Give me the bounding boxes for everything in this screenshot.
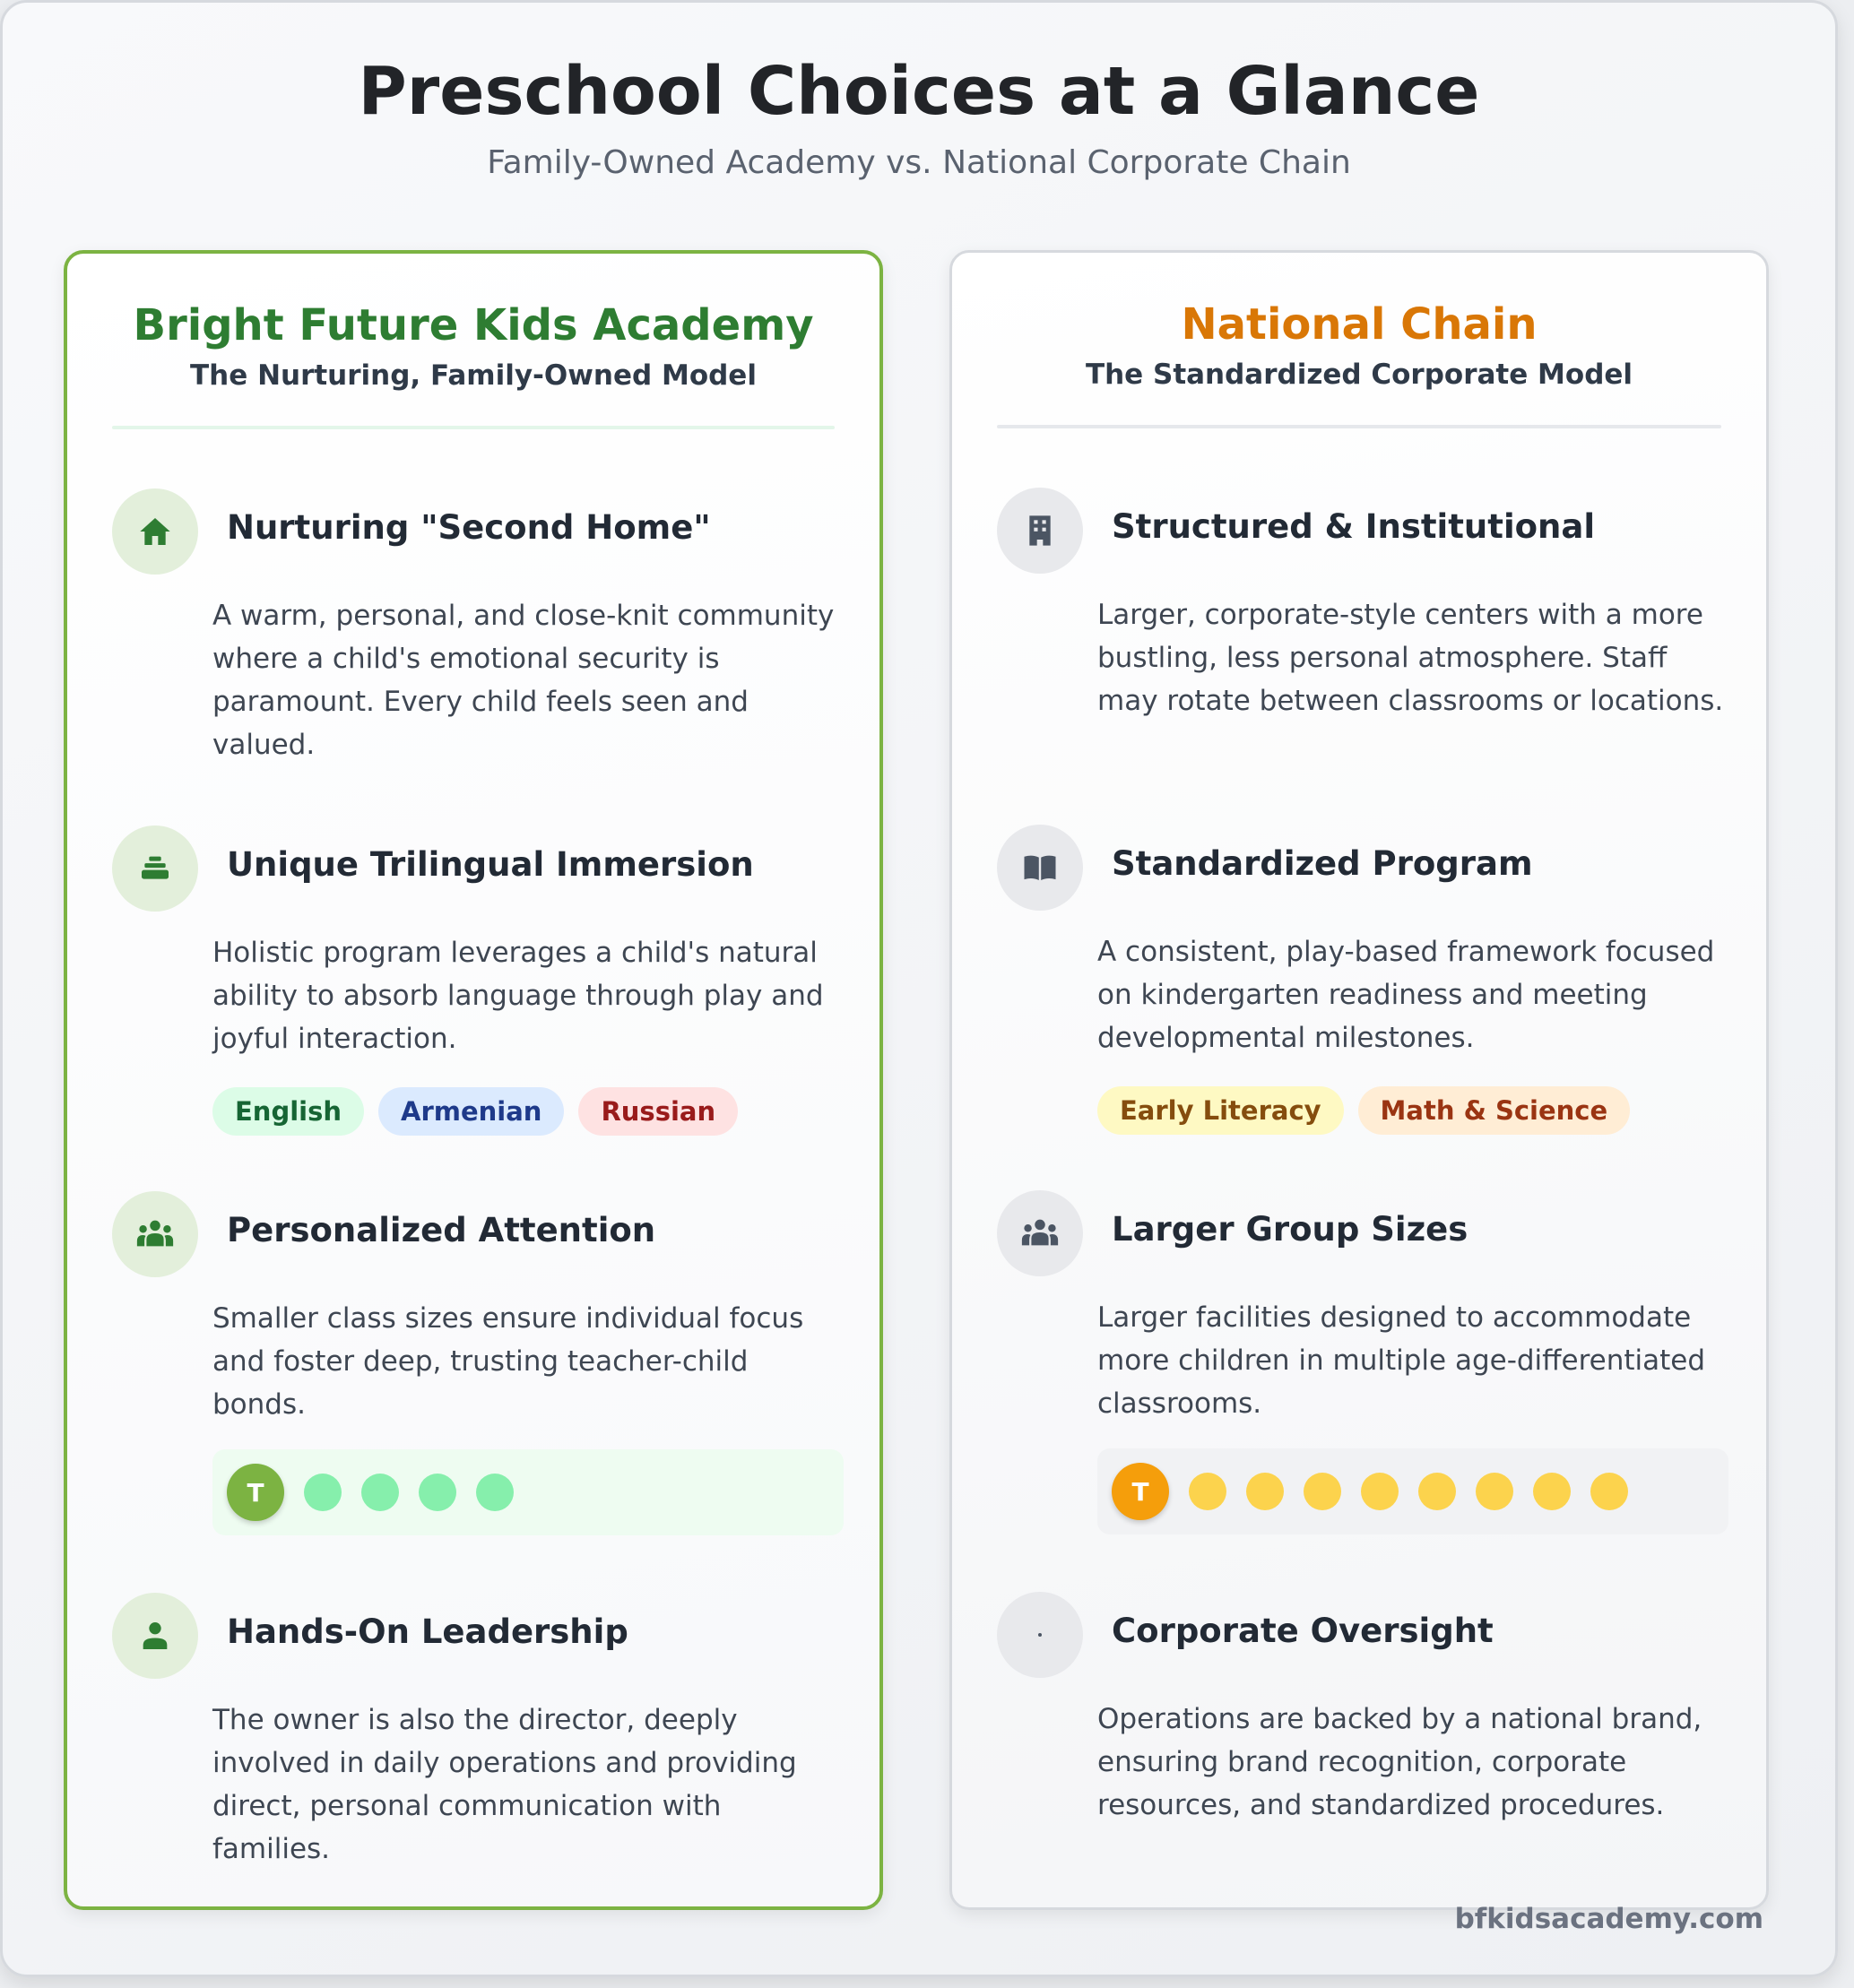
tag-armenian: Armenian [378,1087,564,1136]
tag-english: English [212,1087,364,1136]
feature-title: Unique Trilingual Immersion [227,845,754,884]
language-tags [212,1087,738,1136]
chain-card [949,250,1769,1910]
home-icon [112,488,198,575]
dot-icon [997,1592,1083,1678]
feature-title: Corporate Oversight [1112,1612,1494,1650]
child-marker [1189,1473,1226,1510]
academy-card [64,250,883,1910]
child-marker [304,1474,342,1511]
chain-subtitle: The Standardized Corporate Model [1085,359,1633,391]
tag-russian: Russian [578,1087,738,1136]
feature-title: Standardized Program [1112,844,1533,883]
feature-title: Personalized Attention [227,1211,656,1249]
child-marker [361,1474,399,1511]
child-marker [1533,1473,1571,1510]
feature-title: Structured & Institutional [1112,507,1596,546]
book-icon [997,825,1083,911]
tag-early-literacy: Early Literacy [1097,1086,1344,1135]
feature-title: Nurturing "Second Home" [227,508,711,547]
building-icon [997,488,1083,574]
child-marker [476,1474,514,1511]
layers-icon [112,825,198,912]
feature-description: A consistent, play-based framework focused on kindergarten readiness and meeting developmental milestones. [1097,936,1715,1054]
child-marker [1361,1473,1399,1510]
feature-description: Smaller class sizes ensure individual focus and foster deep, trusting teacher-child bonds. [212,1302,804,1421]
child-marker [1246,1473,1284,1510]
divider [112,426,835,429]
child-marker [1476,1473,1513,1510]
group-icon [997,1190,1083,1276]
feature-description: The owner is also the director, deeply involved in daily operations and providing direct, personal communication with families. [212,1704,797,1865]
academy-title: Bright Future Kids Academy [133,300,814,350]
class-ratio-visual [212,1449,844,1535]
teacher-marker: T [227,1464,284,1521]
class-ratio-visual [1097,1448,1728,1534]
footer-site: bfkidsacademy.com [1454,1903,1763,1935]
feature-description: Larger, corporate-style centers with a more bustling, less personal atmosphere. Staff may rotate between classrooms or locations. [1097,599,1724,717]
child-marker [1418,1473,1456,1510]
academy-subtitle: The Nurturing, Family-Owned Model [190,359,757,392]
chain-title: National Chain [1181,299,1538,350]
child-marker [1590,1473,1628,1510]
child-marker [1304,1473,1341,1510]
tag-math-science: Math & Science [1358,1086,1631,1135]
feature-title: Larger Group Sizes [1112,1210,1468,1249]
feature-description: Holistic program leverages a child's natural ability to absorb language through play and joyful interaction. [212,937,824,1055]
feature-description: A warm, personal, and close-knit community where a child's emotional security is paramount. Every child feels seen and valued. [212,600,835,761]
feature-title: Hands-On Leadership [227,1612,628,1651]
teacher-marker: T [1112,1463,1169,1520]
page-subtitle: Family-Owned Academy vs. National Corporate Chain [487,144,1351,181]
curriculum-tags [1097,1086,1630,1135]
person-icon [112,1593,198,1679]
group-icon [112,1191,198,1277]
child-marker [419,1474,456,1511]
feature-description: Operations are backed by a national brand, ensuring brand recognition, corporate resources, and standardized procedures. [1097,1703,1702,1821]
feature-description: Larger facilities designed to accommodate more children in multiple age-differentiated classrooms. [1097,1301,1706,1420]
divider [997,425,1721,428]
page-title: Preschool Choices at a Glance [358,53,1480,130]
